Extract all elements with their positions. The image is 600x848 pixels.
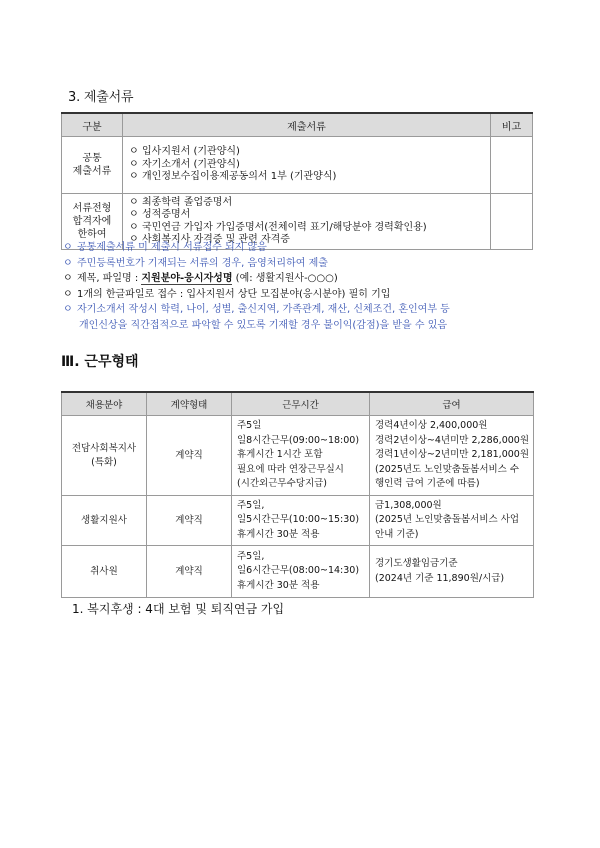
note-item: ㅇ 제목, 파일명 : 지원분야-응시자성명 (예: 생활지원사-○○○): [63, 273, 338, 284]
row-hours: 주5일 일8시간근무(09:00~18:00) 휴게시간 1시간 포함 필요에 따라 연장근무실시 (시간외근무수당지급): [232, 416, 370, 496]
employment-table: [61, 391, 534, 598]
table-row: [62, 137, 533, 194]
documents-table: [61, 112, 533, 250]
table-row: [62, 416, 534, 496]
row-hours: 주5일, 일5시간근무(10:00~15:30) 휴게시간 30분 적용: [232, 496, 370, 546]
list-item: ㅇ 최종학력 졸업증명서: [129, 196, 233, 208]
employment-table-header: [62, 392, 534, 416]
note-item-continuation: 개인신상을 직간접적으로 파악할 수 있도록 기재할 경우 불이익(감점)을 받을 수 있음: [79, 319, 448, 331]
list-item: ㅇ 입사지원서 (기관양식): [129, 146, 240, 158]
row-contract: 계약직: [147, 546, 232, 598]
row-contract: 계약직: [147, 416, 232, 496]
row-documents: [123, 137, 491, 194]
row-pay: 금1,308,000원 (2025년 노인맞춤돌봄서비스 사업 안내 기준): [370, 496, 534, 546]
header-category: 구분: [62, 113, 123, 137]
header-pay: 급여: [370, 392, 534, 416]
header-field: 채용분야: [62, 392, 147, 416]
list-item: ㅇ 성적증명서: [129, 209, 191, 220]
section-3-title: 3. 제출서류: [68, 90, 134, 105]
documents-table-header: [62, 113, 533, 137]
list-item: ㅇ 사회복지사 자격증 및 관련 자격증: [129, 234, 290, 245]
note-item: ㅇ 공통제출서류 미 제출시 서류접수 되지 않음: [63, 242, 267, 253]
row-field: 취사원: [62, 546, 147, 598]
list-item: ㅇ 국민연금 가입자 가입증명서(전체이력 표기/해당분야 경력확인용): [129, 221, 427, 233]
submission-notes: [63, 240, 533, 333]
row-category: 서류전형 합격자에 한하여: [62, 194, 123, 250]
list-item: ㅇ 자기소개서 (기관양식): [129, 158, 240, 170]
row-hours: 주5일, 일6시간근무(08:00~14:30) 휴게시간 30분 적용: [232, 546, 370, 598]
row-remarks: [491, 137, 533, 194]
note-item: ㅇ 1개의 한글파일로 접수 : 입사지원서 상단 모집분야(응시분야) 필히 기입: [63, 288, 391, 300]
row-field: 생활지원사: [62, 496, 147, 546]
table-row: [62, 496, 534, 546]
row-field: 전담사회복지사 (특화): [62, 416, 147, 496]
row-category: 공통 제출서류: [62, 137, 123, 194]
note-item: ㅇ 주민등록번호가 기재되는 서류의 경우, 음영처리하여 제출: [63, 257, 328, 269]
table-row: [62, 546, 534, 598]
header-hours: 근무시간: [232, 392, 370, 416]
header-contract: 계약형태: [147, 392, 232, 416]
row-contract: 계약직: [147, 496, 232, 546]
row-pay: 경기도생활임금기준 (2024년 기준 11,890원/시급): [370, 546, 534, 598]
header-documents: 제출서류: [123, 113, 491, 137]
row-pay: 경력4년이상 2,400,000원 경력2년이상~4년미만 2,286,000원 경력1년이상~2년미만 2,181,000원 (2025년도 노인맞춤돌봄서비스 수 행인력 급여 기준에 따름): [370, 416, 534, 496]
note-item: ㅇ 자기소개서 작성시 학력, 나이, 성별, 출신지역, 가족관계, 재산, 신체조건, 혼인여부 등: [63, 304, 450, 315]
header-remarks: 비고: [491, 113, 533, 137]
section-iii-title: Ⅲ. 근무형태: [61, 354, 139, 370]
list-item: ㅇ 개인정보수집이용제공동의서 1부 (기관양식): [129, 171, 337, 183]
benefits-line: 1. 복지후생 : 4대 보험 및 퇴직연금 가입: [72, 602, 285, 616]
